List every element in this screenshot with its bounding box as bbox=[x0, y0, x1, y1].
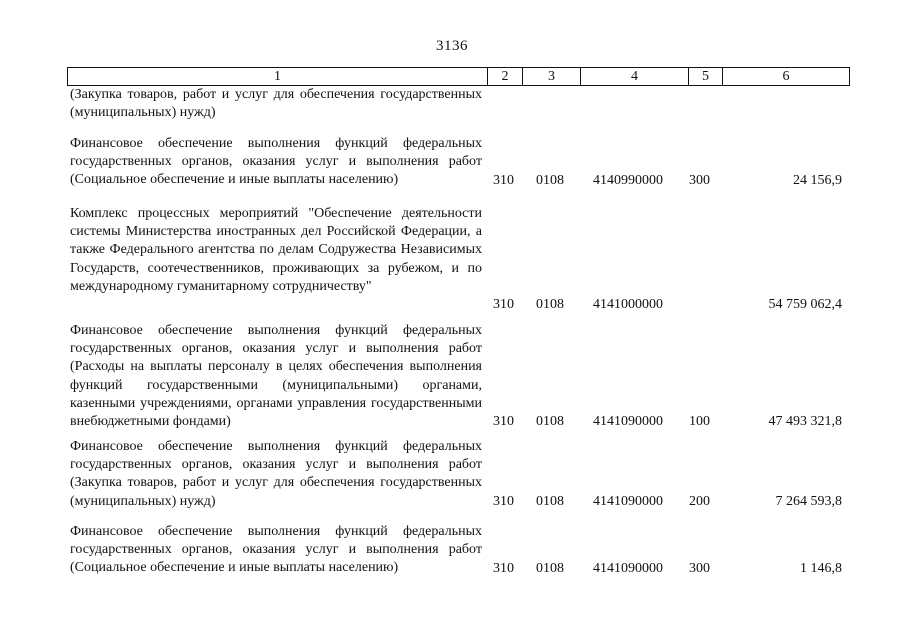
row-col-5: 100 bbox=[689, 413, 710, 429]
row-col-2: 310 bbox=[493, 413, 514, 429]
row-description: Комплекс процессных мероприятий "Обеспечение деятельности системы Министерства иностранных дел Российской Федерации, а также Федерального агентства по делам Содружества Независимых Государств, соотечественников, проживающих за рубежом, и по международному гуманитарному сотрудничеству" bbox=[70, 206, 482, 294]
row-description: Финансовое обеспечение выполнения функций федеральных государственных органов, оказания услуг и выполнения работ (Закупка товаров, работ и услуг для обеспечения государственных (муниципальных) нужд) bbox=[70, 439, 482, 509]
row-col-3: 0108 bbox=[536, 296, 564, 312]
row-amount: 1 146,8 bbox=[800, 560, 842, 576]
header-col-1: 1 bbox=[68, 68, 488, 85]
table-header bbox=[67, 67, 850, 86]
row-amount: 7 264 593,8 bbox=[775, 493, 842, 509]
header-col-5: 5 bbox=[689, 68, 723, 85]
row-amount: 47 493 321,8 bbox=[768, 413, 842, 429]
row-col-4: 4140990000 bbox=[593, 172, 663, 188]
row-col-5: 300 bbox=[689, 560, 710, 576]
row-amount: 24 156,9 bbox=[793, 172, 842, 188]
row-col-2: 310 bbox=[493, 493, 514, 509]
header-col-2: 2 bbox=[488, 68, 523, 85]
row-amount: 54 759 062,4 bbox=[768, 296, 842, 312]
row-col-2: 310 bbox=[493, 172, 514, 188]
row-description: Финансовое обеспечение выполнения функций федеральных государственных органов, оказания услуг и выполнения работ (Социальное обеспечение и иные выплаты населению) bbox=[70, 136, 482, 188]
row-col-2: 310 bbox=[493, 296, 514, 312]
header-col-3: 3 bbox=[523, 68, 581, 85]
table-row bbox=[0, 86, 904, 123]
row-col-4: 4141000000 bbox=[593, 296, 663, 312]
row-col-4: 4141090000 bbox=[593, 413, 663, 429]
row-description: (Закупка товаров, работ и услуг для обеспечения государственных (муниципальных) нужд) bbox=[70, 87, 482, 121]
row-col-3: 0108 bbox=[536, 493, 564, 509]
table-row bbox=[0, 135, 904, 190]
table-row bbox=[0, 523, 904, 578]
header-col-6: 6 bbox=[782, 69, 790, 84]
row-col-5: 200 bbox=[689, 493, 710, 509]
table-row bbox=[0, 322, 904, 431]
header-col-4: 4 bbox=[581, 68, 689, 85]
row-col-3: 0108 bbox=[536, 560, 564, 576]
row-col-3: 0108 bbox=[536, 172, 564, 188]
row-col-4: 4141090000 bbox=[593, 493, 663, 509]
row-col-3: 0108 bbox=[536, 413, 564, 429]
row-col-5: 300 bbox=[689, 172, 710, 188]
row-col-2: 310 bbox=[493, 560, 514, 576]
page-number: 3136 bbox=[436, 38, 468, 54]
table-row bbox=[0, 205, 904, 314]
table-row bbox=[0, 438, 904, 511]
row-description: Финансовое обеспечение выполнения функций федеральных государственных органов, оказания услуг и выполнения работ (Социальное обеспечение и иные выплаты населению) bbox=[70, 524, 482, 576]
row-description: Финансовое обеспечение выполнения функций федеральных государственных органов, оказания услуг и выполнения работ (Расходы на выплаты персоналу в целях обеспечения выполнения функций государственными (муниципальными) органами, казенными учреждениями, органами управления государственными внебюджетными фондами) bbox=[70, 323, 482, 430]
row-col-4: 4141090000 bbox=[593, 560, 663, 576]
